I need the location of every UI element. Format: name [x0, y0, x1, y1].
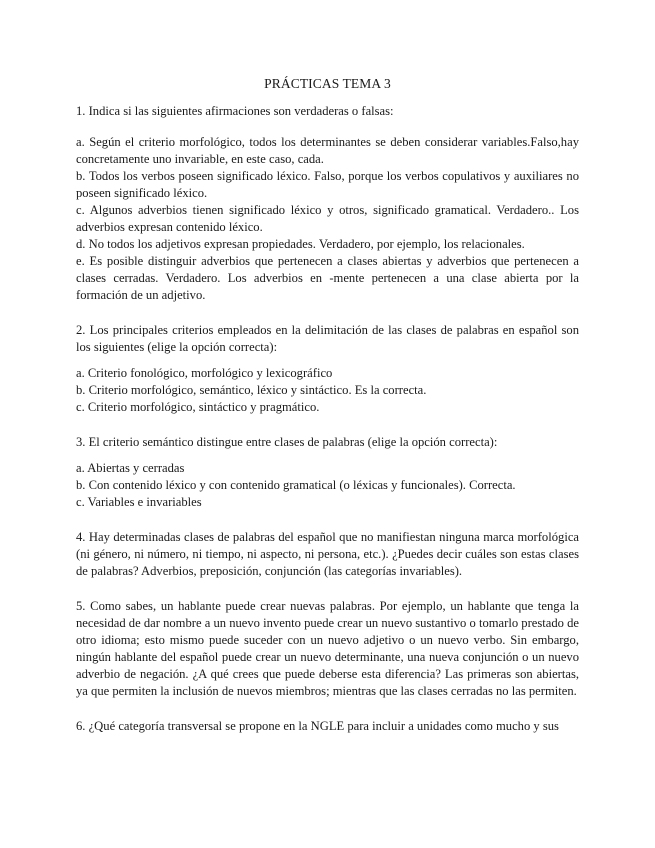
question-3-option-c: c. Variables e invariables: [76, 495, 202, 509]
question-3-option-b: b. Con contenido léxico y con contenido gramatical (o léxicas y funcionales). Correcta.: [76, 478, 516, 492]
page-title: PRÁCTICAS TEMA 3: [264, 76, 391, 91]
question-2-option-c: c. Criterio morfológico, sintáctico y pragmático.: [76, 400, 320, 414]
question-1-item-a: a. Según el criterio morfológico, todos los determinantes se deben considerar variables.Falso,hay concretamente uno invariable, en este caso, cada.: [76, 135, 579, 166]
question-1-item-e: e. Es posible distinguir adverbios que pertenecen a clases abiertas y adverbios que pertenecen a clases cerradas. Verdadero. Los adverbios en -mente pertenecen a una clase abierta por la formación de un adjetivo.: [76, 254, 579, 302]
question-3-options: [76, 460, 579, 511]
document-page: [76, 75, 579, 749]
question-2-option-b: b. Criterio morfológico, semántico, léxico y sintáctico. Es la correcta.: [76, 383, 427, 397]
question-3-option-a: a. Abiertas y cerradas: [76, 461, 185, 475]
question-6: 6. ¿Qué categoría transversal se propone en la NGLE para incluir a unidades como mucho y sus: [76, 719, 559, 733]
question-1-items: [76, 134, 579, 304]
question-1-item-c: c. Algunos adverbios tienen significado léxico y otros, significado gramatical. Verdadero.. Los adverbios expresan contenido léxico.: [76, 203, 579, 234]
question-2: 2. Los principales criterios empleados en la delimitación de las clases de palabras en español son los siguientes (elige la opción correcta):: [76, 323, 579, 354]
question-5: 5. Como sabes, un hablante puede crear nuevas palabras. Por ejemplo, un hablante que tenga la necesidad de dar nombre a un nuevo invento puede crear un nuevo sustantivo o tomarlo prestado de otro idioma; esto mismo puede suceder con un nuevo adjetivo o un nuevo verbo. Sin embargo, ningún hablante del español puede crear un nuevo determinante, una nueva conjunción o un nuevo adverbio de negación. ¿A qué crees que puede deberse esta diferencia? Las primeras son abiertas, ya que permiten la inclusión de nuevos miembros; mientras que las clases cerradas no las permiten.: [76, 599, 579, 698]
question-3: 3. El criterio semántico distingue entre clases de palabras (elige la opción correcta):: [76, 435, 498, 449]
question-1: 1. Indica si las siguientes afirmaciones son verdaderas o falsas:: [76, 104, 394, 118]
question-2-options: [76, 365, 579, 416]
question-1-item-d: d. No todos los adjetivos expresan propiedades. Verdadero, por ejemplo, los relacionales.: [76, 237, 525, 251]
question-2-option-a: a. Criterio fonológico, morfológico y lexicográfico: [76, 366, 333, 380]
question-4: 4. Hay determinadas clases de palabras del español que no manifiestan ninguna marca morfológica (ni género, ni número, ni tiempo, ni aspecto, ni persona, etc.). ¿Puedes decir cuáles son estas clases de palabras? Adverbios, preposición, conjunción (las categorías invariables).: [76, 530, 579, 578]
question-1-item-b: b. Todos los verbos poseen significado léxico. Falso, porque los verbos copulativos y auxiliares no poseen significado léxico.: [76, 169, 579, 200]
